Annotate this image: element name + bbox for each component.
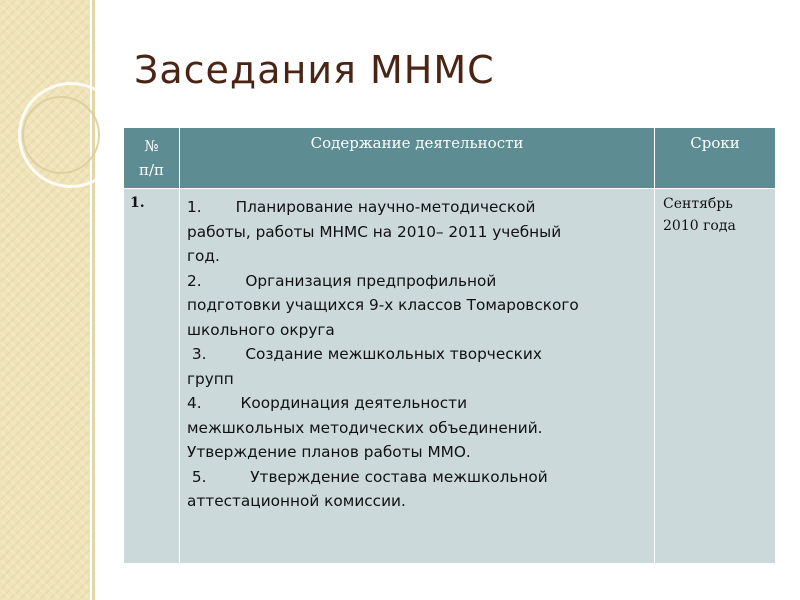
row-number: 1.: [124, 189, 180, 564]
content-line: школьного округа: [187, 320, 335, 339]
header-number-abbr: п/п: [138, 161, 165, 179]
header-number-symbol: №: [144, 137, 159, 155]
content-line: 3. Создание межшкольных творческих: [187, 345, 542, 363]
content-line: 2. Организация предпрофильной: [187, 271, 497, 290]
content-line: 4. Координация деятельности: [187, 394, 468, 412]
content-line: Утверждение планов работы ММО.: [187, 443, 471, 461]
term-month: Сентябрь: [663, 196, 733, 212]
row-content: [180, 189, 655, 564]
content-line: 1. Планирование научно-методической: [187, 198, 536, 216]
row-term: [655, 189, 776, 564]
content-line: работы, работы МНМС на 2010– 2011 учебный: [187, 222, 562, 241]
content-line: межшкольных методических объединений.: [187, 418, 543, 437]
header-number: [124, 128, 180, 189]
term-year: 2010 года: [663, 218, 736, 234]
decorative-ring-inner: [22, 96, 100, 174]
content-line: аттестационной комиссии.: [187, 492, 406, 510]
content-line: год.: [187, 247, 220, 265]
content-line: подготовки учащихся 9-х классов Томаровского: [187, 296, 579, 314]
content-line: 5. Утверждение состава межшкольной: [187, 467, 548, 486]
header-term: Сроки: [655, 128, 776, 189]
activity-table: [123, 127, 776, 564]
table-header-row: [124, 128, 776, 189]
content-line: групп: [187, 369, 234, 388]
table-row: [124, 189, 776, 564]
header-content: Содержание деятельности: [180, 128, 655, 189]
slide-title: Заседания МНМС: [134, 48, 495, 92]
